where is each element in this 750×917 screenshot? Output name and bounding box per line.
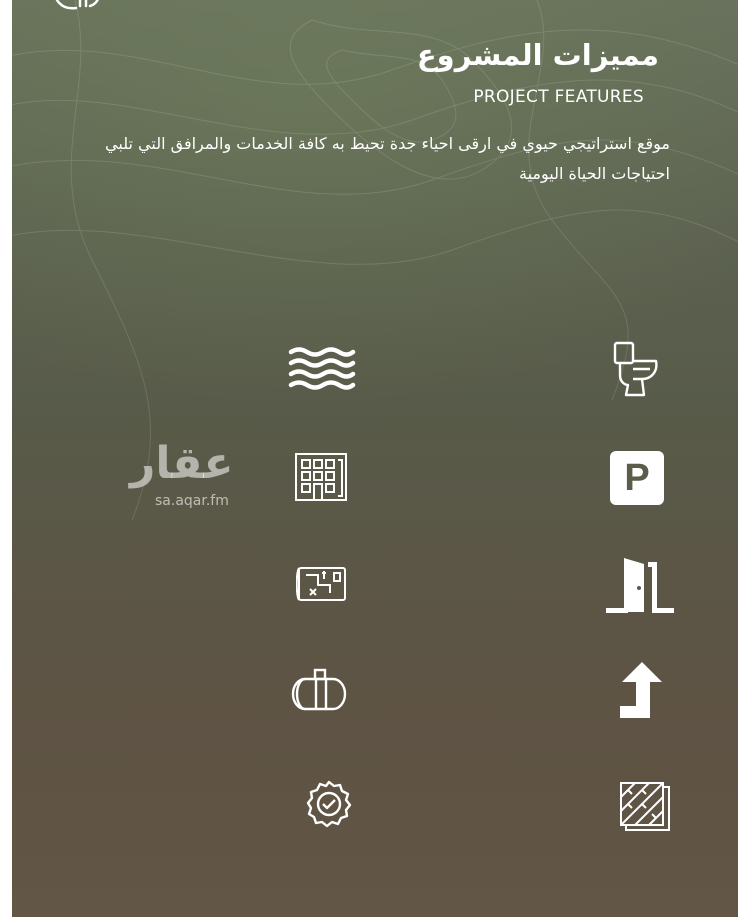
watermark-url: sa.aqar.fm — [155, 493, 229, 509]
toilet-icon — [612, 341, 660, 397]
parking-icon — [610, 451, 664, 505]
door-icon — [604, 556, 676, 614]
watermark-brand: عقار — [130, 438, 234, 489]
water-waves-icon — [288, 346, 356, 392]
brand-logo — [46, 0, 132, 22]
project-description: موقع استراتيجي حيوي في ارقى احياء جدة تحيط به كافة الخدمات والمرافق التي تلبي احتياجات الحياة اليومية — [105, 134, 670, 183]
map-icon — [296, 563, 348, 603]
quality-badge-icon — [304, 779, 354, 829]
parking-icon-letter: P — [624, 457, 650, 499]
flyer-page — [12, 0, 738, 917]
page-title-ar: مميزات المشروع — [416, 38, 659, 72]
building-icon — [293, 451, 349, 503]
tank-icon — [291, 667, 349, 713]
tiles-icon — [618, 780, 672, 832]
elevator-arrow-icon — [618, 660, 664, 720]
page-title-en: PROJECT FEATURES — [473, 87, 644, 107]
